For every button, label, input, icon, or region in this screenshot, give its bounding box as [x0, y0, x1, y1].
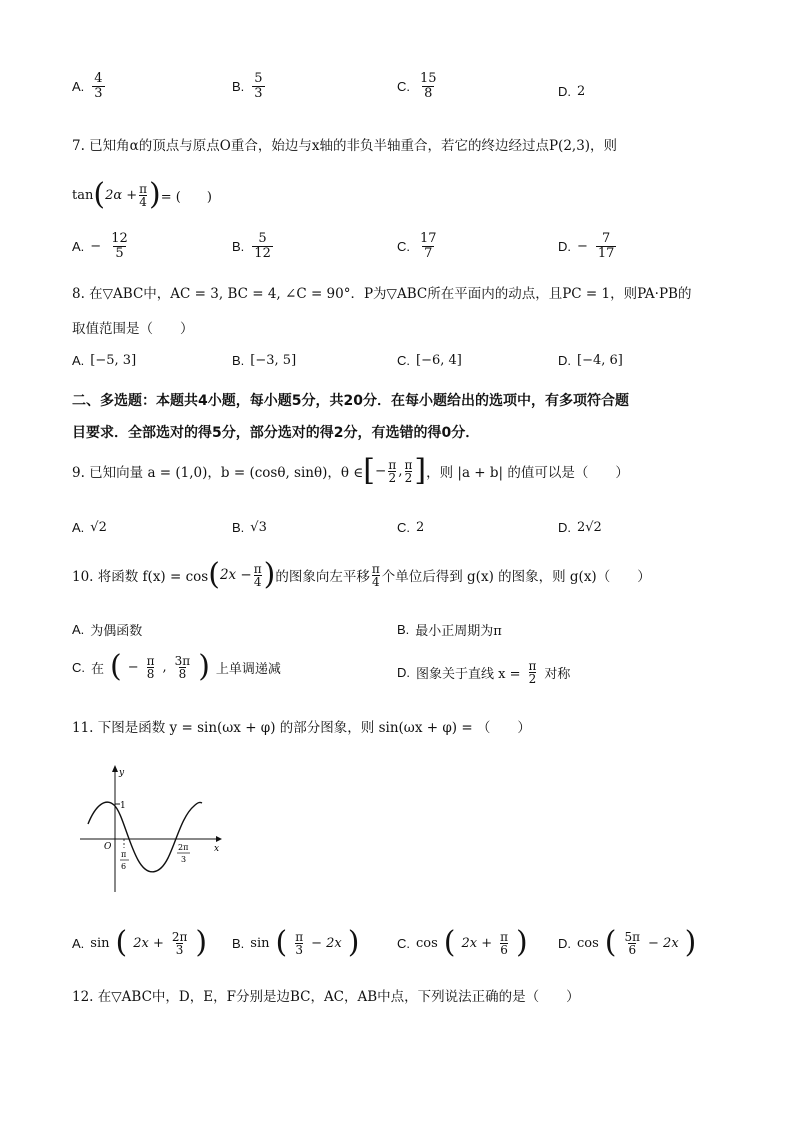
x-label: x — [214, 844, 220, 854]
inner-text: 2α + — [105, 187, 138, 203]
q7-option-a — [72, 232, 132, 260]
section-heading-line1: 二、多选题：本题共4小题，每小题5分，共20分．在每小题给出的选项中，有多项符合题 — [72, 393, 629, 409]
q7-stem: 7. 已知角α的顶点与原点O重合，始边与x轴的非负半轴重合，若它的终边经过点P(2,3)，则 — [72, 138, 618, 154]
minus-sign: − — [90, 238, 102, 254]
option-label: D. — [558, 935, 571, 951]
q7-option-d — [558, 232, 618, 260]
option-value: √3 — [250, 520, 267, 535]
fraction: $\frac{\pi}{2}$ — [388, 457, 397, 485]
q10-option-a — [72, 620, 142, 639]
fraction: $\frac{17}{7}$ — [420, 231, 437, 261]
q8-option-d — [558, 353, 623, 368]
q9-option-a — [72, 520, 107, 535]
option-text: 在 — [91, 661, 105, 677]
section-heading-line2: 目要求．全部选对的得5分，部分选对的得2分，有选错的得0分． — [72, 425, 480, 441]
sine-graph — [76, 762, 226, 896]
fraction: $\frac{\pi}{2}$ — [528, 659, 537, 686]
q8-option-a — [72, 353, 136, 368]
fraction: $\frac{7}{17}$ — [597, 231, 615, 261]
option-label: A. — [72, 935, 85, 951]
x-axis-arrow — [216, 836, 222, 842]
option-label: A. — [72, 238, 85, 254]
left-paren: ( — [604, 925, 617, 960]
fraction: 5π 6 — [624, 929, 641, 957]
right-paren: ) — [516, 925, 528, 960]
function-name: cos — [416, 935, 438, 951]
y-label: y — [119, 768, 125, 778]
option-label: C. — [397, 238, 410, 254]
left-paren: ( — [110, 649, 122, 684]
option-text: 上单调递减 — [215, 661, 281, 677]
q6-option-d — [558, 84, 585, 99]
left-paren: ( — [208, 557, 220, 592]
option-text: 图象关于直线 x = — [416, 667, 521, 682]
tan-text: tan — [72, 187, 94, 203]
right-paren: ) — [195, 925, 208, 960]
q9-stem — [72, 453, 629, 488]
option-label: B. — [232, 238, 245, 254]
option-value: [−6, 4] — [416, 353, 462, 368]
left-paren: ( — [443, 925, 456, 960]
q11-option-c — [397, 925, 528, 960]
option-label: A. — [72, 622, 85, 637]
option-label: B. — [232, 353, 245, 368]
left-paren: ( — [115, 925, 128, 960]
fraction: π 4 — [371, 561, 380, 589]
option-label: A. — [72, 78, 85, 94]
right-paren: ) — [198, 649, 210, 684]
q8-stem-line2: 取值范围是（ ） — [72, 321, 194, 337]
option-value: 2 — [577, 84, 586, 99]
tail-text: − 2x — [648, 935, 679, 951]
option-label: D. — [558, 520, 571, 535]
fraction: $\frac{2\pi}{3}$ — [171, 929, 188, 957]
fraction: $\frac{5}{12}$ — [254, 231, 271, 261]
q11-stem: 11. 下图是函数 y = sin(ωx + φ) 的部分图象，则 sin(ωx + φ) = （ ） — [72, 720, 531, 736]
separator: , — [398, 463, 403, 479]
fraction: $\frac{\pi}{4}$ — [139, 181, 148, 209]
q7-option-c — [397, 232, 441, 260]
inner-text: 2x − — [219, 567, 252, 583]
q6-option-b — [232, 72, 267, 100]
inner-text: 2x + — [133, 935, 164, 951]
option-label: C. — [397, 78, 410, 94]
option-value: 为偶函数 — [90, 624, 143, 639]
q7-option-b — [232, 232, 275, 260]
option-label: D. — [397, 665, 410, 680]
q9-option-c — [397, 520, 424, 535]
function-name: sin — [250, 935, 270, 951]
q8-stem-line1: 8. 在▽ABC中，AC = 3, BC = 4, ∠C = 90°．P为▽ABC所在平面内的动点，且PC = 1，则PA·PB的 — [72, 286, 692, 302]
tick-pi-6-num: π — [121, 850, 127, 859]
option-text: 对称 — [544, 667, 571, 682]
option-value: √2 — [90, 520, 107, 535]
tick-pi-6-den: 6 — [121, 862, 127, 871]
q11-option-d — [558, 925, 697, 960]
left-bracket: [ — [363, 453, 376, 488]
left-paren: ( — [275, 925, 288, 960]
q9-option-b — [232, 520, 267, 535]
right-paren: ) — [263, 557, 276, 592]
fraction: $\frac{12}{5}$ — [111, 231, 128, 261]
option-label: B. — [232, 78, 245, 94]
q11-option-b — [232, 925, 360, 960]
option-label: B. — [397, 622, 410, 637]
fraction: $\frac{5}{3}$ — [254, 71, 263, 101]
q9-option-d — [558, 520, 602, 535]
q6-option-a — [72, 72, 107, 100]
answer-blank: = ( ) — [160, 189, 212, 205]
function-name: sin — [90, 935, 110, 951]
q8-option-b — [232, 353, 296, 368]
tail-text: − 2x — [311, 935, 342, 951]
fraction: π 2 — [404, 457, 413, 485]
q10-text-mid: 的图象向左平移 — [275, 569, 370, 585]
option-label: D. — [558, 353, 571, 368]
minus-sign: − — [127, 659, 139, 675]
separator: , — [162, 659, 167, 675]
q12-stem: 12. 在▽ABC中，D，E，F分别是边BC，AC，AB中点，下列说法正确的是（ ） — [72, 989, 580, 1005]
q10-option-c — [72, 649, 281, 684]
right-bracket: ] — [414, 453, 427, 488]
option-value: 2√2 — [577, 520, 602, 535]
fraction: 3π 8 — [174, 653, 191, 681]
y-tick-one-label: 1 — [120, 801, 126, 811]
option-label: D. — [558, 84, 571, 99]
function-name: cos — [577, 935, 599, 951]
fraction: $\frac{\pi}{6}$ — [500, 929, 509, 957]
fraction: $\frac{4}{3}$ — [94, 71, 103, 101]
option-label: C. — [397, 520, 410, 535]
q10-text-post: 个单位后得到 g(x) 的图象，则 g(x)（ ） — [381, 569, 651, 585]
q6-option-c — [397, 72, 441, 100]
tick-2pi-3-num: 2π — [178, 843, 189, 852]
option-label: C. — [72, 659, 85, 675]
minus-sign: − — [577, 238, 588, 254]
option-label: D. — [558, 238, 571, 254]
y-axis-arrow — [112, 765, 118, 772]
inner-text: 2x + — [461, 935, 493, 951]
option-label: C. — [397, 353, 410, 368]
option-label: B. — [232, 935, 245, 951]
origin-label: O — [104, 842, 112, 852]
fraction: $\frac{\pi}{4}$ — [253, 561, 262, 589]
option-value: [−5, 3] — [90, 353, 137, 368]
tick-2pi-3-den: 3 — [181, 855, 187, 864]
option-label: B. — [232, 520, 245, 535]
option-value: [−3, 5] — [250, 353, 297, 368]
option-label: C. — [397, 935, 410, 951]
q10-text-pre: 10. 将函数 f(x) = cos — [72, 569, 209, 585]
option-label: A. — [72, 520, 85, 535]
right-paren: ) — [347, 925, 360, 960]
option-value: 2 — [416, 520, 425, 535]
fraction: π 3 — [295, 929, 304, 957]
q11-option-a — [72, 925, 208, 960]
q10-stem — [72, 557, 651, 592]
q9-text-pre: 9. 已知向量 a = (1,0)，b = (cosθ, sinθ)，θ ∈ — [72, 465, 364, 481]
option-value: 最小正周期为π — [415, 624, 502, 639]
q7-expression — [72, 177, 212, 212]
right-paren: ) — [684, 925, 697, 960]
q10-option-b — [397, 620, 502, 639]
minus-sign: − — [375, 463, 387, 479]
right-paren: ) — [149, 177, 161, 212]
fraction: $\frac{15}{8}$ — [420, 71, 437, 101]
fraction: $\frac{\pi}{8}$ — [146, 653, 155, 681]
q10-option-d — [397, 660, 570, 685]
q8-option-c — [397, 353, 462, 368]
option-value: [−4, 6] — [577, 353, 623, 368]
q9-text-post: ，则 |a + b| 的值可以是（ ） — [426, 465, 629, 481]
option-label: A. — [72, 353, 85, 368]
left-paren: ( — [93, 177, 106, 212]
